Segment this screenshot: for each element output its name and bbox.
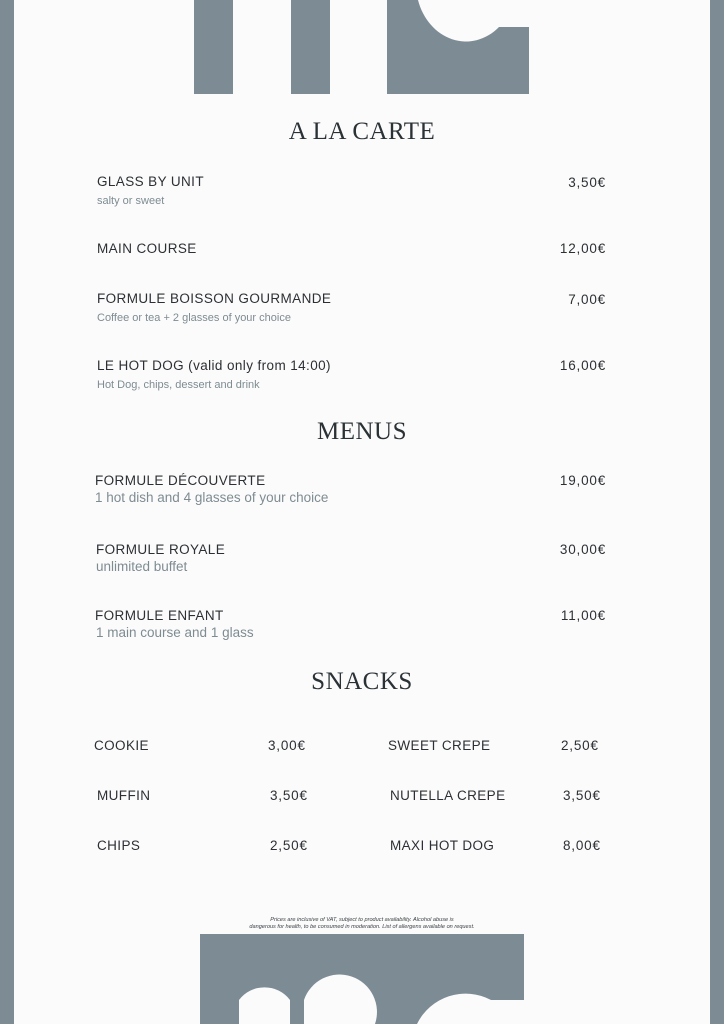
item-price: 3,50€ [568, 175, 606, 190]
snack-name: MUFFIN [97, 788, 151, 803]
item-name: MAIN COURSE [97, 241, 197, 256]
snack-price: 3,50€ [563, 788, 601, 803]
item-description: 1 hot dish and 4 glasses of your choice [95, 490, 329, 505]
snack-name: MAXI HOT DOG [390, 838, 495, 853]
section-title-menus: MENUS [316, 418, 407, 445]
section-title-snacks: SNACKS [311, 668, 413, 695]
item-name: FORMULE ENFANT [95, 608, 224, 623]
item-name: LE HOT DOG (valid only from 14:00) [97, 358, 331, 373]
snack-price: 3,00€ [268, 738, 306, 753]
menu-page [14, 0, 710, 1024]
item-name: FORMULE BOISSON GOURMANDE [97, 291, 332, 306]
item-name: FORMULE DÉCOUVERTE [95, 473, 266, 488]
item-price: 7,00€ [568, 292, 606, 307]
item-description: 1 main course and 1 glass [96, 625, 254, 640]
item-description: salty or sweet [97, 195, 165, 207]
snack-price: 2,50€ [561, 738, 599, 753]
item-price: 30,00€ [559, 542, 606, 557]
item-name: FORMULE ROYALE [96, 542, 226, 557]
disclaimer-line: Prices are inclusive of VAT, subject to product availability. Alcohol abuse is [270, 917, 454, 923]
disclaimer-line: dangerous for health, to be consumed in moderation. List of allergens available on request. [249, 924, 475, 930]
item-description: Hot Dog, chips, dessert and drink [97, 379, 260, 391]
snack-price: 8,00€ [563, 838, 601, 853]
snack-name: COOKIE [94, 738, 149, 753]
item-price: 12,00€ [559, 241, 606, 256]
item-price: 16,00€ [559, 358, 606, 373]
item-price: 19,00€ [559, 473, 606, 488]
snack-name: SWEET CREPE [388, 738, 491, 753]
snack-name: NUTELLA CREPE [390, 788, 506, 803]
item-description: Coffee or tea + 2 glasses of your choice [97, 312, 291, 324]
snack-price: 2,50€ [270, 838, 308, 853]
item-description: unlimited buffet [96, 559, 188, 574]
item-name: GLASS BY UNIT [97, 174, 204, 189]
section-title-a-la-carte: A LA CARTE [288, 118, 436, 145]
item-price: 11,00€ [560, 608, 606, 623]
snack-price: 3,50€ [270, 788, 308, 803]
snack-name: CHIPS [97, 838, 141, 853]
logo-bottom-mark [14, 0, 710, 1024]
